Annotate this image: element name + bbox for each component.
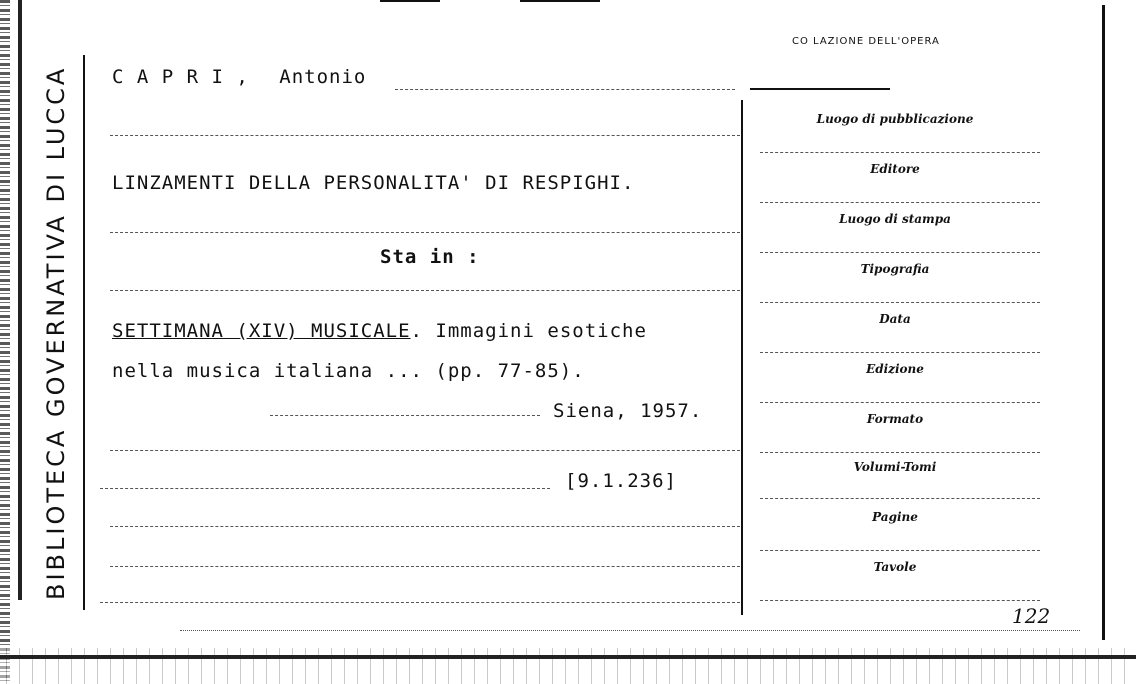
author-name: Antonio	[279, 66, 367, 88]
rule	[110, 232, 740, 233]
field-label: Editore	[870, 162, 920, 176]
rule	[760, 402, 1040, 403]
title-text: LINZAMENTI DELLA PERSONALITA' DI RESPIGHI.	[112, 172, 635, 194]
field-label: Data	[879, 312, 911, 326]
rule	[100, 488, 550, 489]
right-margin-rule	[1102, 5, 1105, 640]
card-bottom-edge	[0, 655, 1136, 659]
source-series: SETTIMANA (XIV) MUSICALE	[112, 320, 411, 342]
field-label: Luogo di pubblicazione	[816, 112, 974, 126]
rule	[110, 450, 740, 451]
rule	[760, 600, 1040, 601]
rule	[760, 252, 1040, 253]
rule	[760, 550, 1040, 551]
rule	[180, 630, 1080, 631]
card-left-border	[18, 0, 22, 600]
rule	[760, 352, 1040, 353]
rule	[760, 202, 1040, 203]
source-line-1	[112, 320, 647, 342]
source-line-2: nella musica italiana ... (pp. 77-85).	[112, 360, 585, 382]
left-margin-rule	[83, 55, 85, 610]
rule	[110, 566, 740, 567]
top-mark	[380, 0, 440, 2]
contained-in-label: Sta in :	[380, 246, 480, 268]
place-date: Siena, 1957.	[553, 400, 703, 422]
card-number: 122	[1012, 604, 1051, 628]
author-entry	[112, 66, 366, 88]
rule	[760, 452, 1040, 453]
field-label: Luogo di stampa	[839, 212, 951, 226]
field-label: Tavole	[873, 560, 917, 574]
field-label: Volumi-Tomi	[853, 460, 937, 474]
library-side-label: BIBLIOTECA GOVERNATIVA DI LUCCA	[42, 65, 70, 600]
rule	[100, 602, 740, 603]
rule	[760, 302, 1040, 303]
field-label: Tipografia	[860, 262, 930, 276]
field-label: Edizione	[866, 362, 924, 376]
source-subtitle: . Immagini esotiche	[410, 320, 647, 342]
rule	[110, 526, 740, 527]
rule	[750, 88, 890, 90]
author-surname: C A P R I ,	[112, 66, 249, 88]
rule	[395, 89, 735, 90]
field-label: Formato	[866, 412, 924, 426]
section-header: CO LAZIONE DELL'OPERA	[792, 36, 940, 47]
rule	[760, 152, 1040, 153]
top-mark	[520, 0, 600, 2]
card-bottom-texture	[0, 648, 1136, 684]
panel-divider	[741, 100, 743, 615]
field-label: Pagine	[872, 510, 918, 524]
rule	[110, 290, 740, 291]
rule	[270, 415, 540, 416]
rule	[760, 498, 1040, 499]
card-left-edge	[0, 0, 10, 684]
shelfmark: [9.1.236]	[565, 470, 677, 492]
rule	[110, 135, 740, 136]
